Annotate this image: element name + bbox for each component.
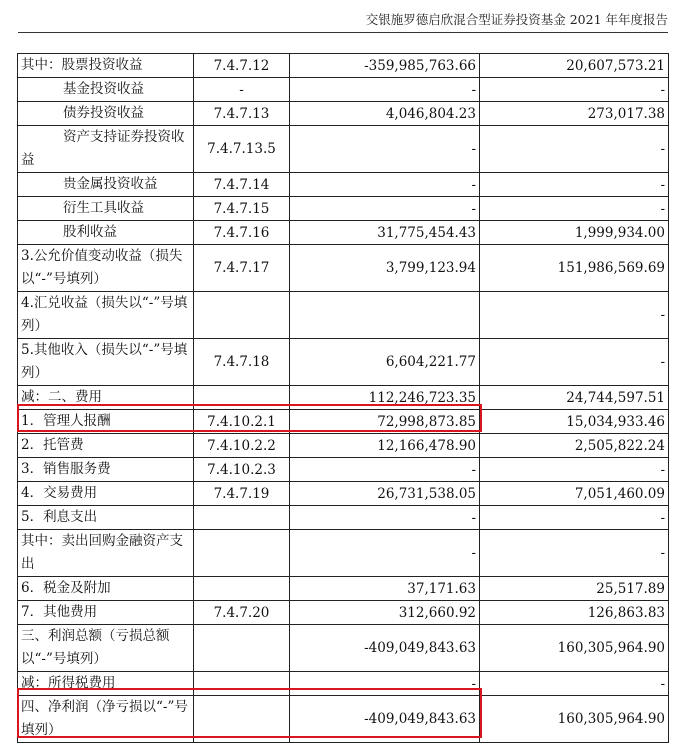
row-current-value: 37,171.63 [290,577,480,601]
row-previous-value: 126,863.83 [480,601,669,625]
table-row [18,54,669,78]
row-note-ref: 7.4.7.19 [194,482,290,506]
row-item-label: 减：所得税费用 [18,672,194,696]
row-item-label: 7．其他费用 [18,601,194,625]
row-current-value: - [290,173,480,197]
table-row [18,221,669,245]
row-item-label: 三、利润总额（亏损总额以“-”号填列） [18,625,194,672]
row-previous-value: 20,607,573.21 [480,54,669,78]
row-current-value: 72,998,873.85 [290,410,480,434]
row-note-ref [194,672,290,696]
table-row [18,339,669,386]
row-current-value: 26,731,538.05 [290,482,480,506]
row-current-value: -409,049,843.63 [290,696,480,743]
row-previous-value: 24,744,597.51 [480,386,669,410]
table-row [18,434,669,458]
row-current-value: - [290,78,480,102]
row-item-label: 3．销售服务费 [18,458,194,482]
row-current-value: - [290,458,480,482]
income-statement-table [17,53,669,743]
row-note-ref: 7.4.7.14 [194,173,290,197]
row-current-value: 31,775,454.43 [290,221,480,245]
row-current-value: - [290,530,480,577]
row-current-value: - [290,672,480,696]
row-note-ref: 7.4.7.20 [194,601,290,625]
row-current-value: - [290,197,480,221]
row-current-value: - [290,506,480,530]
row-item-label: 资产支持证券投资收益 [18,126,194,173]
row-item-label: 其中：股票投资收益 [18,54,194,78]
table-row [18,102,669,126]
row-current-value: 3,799,123.94 [290,245,480,292]
row-note-ref: 7.4.10.2.1 [194,410,290,434]
row-previous-value: - [480,672,669,696]
row-current-value: -359,985,763.66 [290,54,480,78]
table-row [18,126,669,173]
table-row [18,506,669,530]
header-rule [18,32,668,33]
row-current-value: 12,166,478.90 [290,434,480,458]
row-note-ref: 7.4.7.15 [194,197,290,221]
row-previous-value: 273,017.38 [480,102,669,126]
row-previous-value: - [480,506,669,530]
row-note-ref [194,577,290,601]
row-previous-value: - [480,292,669,339]
table-row [18,458,669,482]
row-previous-value: - [480,126,669,173]
row-note-ref: - [194,78,290,102]
row-current-value: 312,660.92 [290,601,480,625]
row-previous-value: 160,305,964.90 [480,696,669,743]
row-item-label: 4.汇兑收益（损失以“-”号填列） [18,292,194,339]
row-previous-value: - [480,197,669,221]
table-row [18,386,669,410]
row-note-ref [194,386,290,410]
row-item-label: 1．管理人报酬 [18,410,194,434]
row-current-value: 4,046,804.23 [290,102,480,126]
row-current-value: - [290,126,480,173]
row-item-label: 2．托管费 [18,434,194,458]
row-previous-value: - [480,173,669,197]
row-note-ref [194,506,290,530]
row-current-value: -409,049,843.63 [290,625,480,672]
row-note-ref: 7.4.10.2.2 [194,434,290,458]
table-row [18,292,669,339]
row-item-label: 3.公允价值变动收益（损失以“-”号填列） [18,245,194,292]
row-note-ref: 7.4.7.13.5 [194,126,290,173]
row-item-label: 基金投资收益 [18,78,194,102]
table-row [18,577,669,601]
row-previous-value: 15,034,933.46 [480,410,669,434]
table-row [18,696,669,743]
table-row [18,530,669,577]
row-item-label: 5.其他收入（损失以“-”号填列） [18,339,194,386]
row-note-ref: 7.4.7.13 [194,102,290,126]
row-note-ref: 7.4.7.16 [194,221,290,245]
table-row [18,173,669,197]
table-row [18,78,669,102]
table-row [18,625,669,672]
row-item-label: 5．利息支出 [18,506,194,530]
row-note-ref: 7.4.7.18 [194,339,290,386]
row-item-label: 其中：卖出回购金融资产支出 [18,530,194,577]
table-row [18,245,669,292]
row-note-ref: 7.4.7.17 [194,245,290,292]
row-item-label: 债券投资收益 [18,102,194,126]
row-note-ref [194,530,290,577]
row-item-label: 衍生工具收益 [18,197,194,221]
row-previous-value: 25,517.89 [480,577,669,601]
row-note-ref: 7.4.10.2.3 [194,458,290,482]
table-row [18,197,669,221]
report-header-title: 交银施罗德启欣混合型证券投资基金 2021 年年度报告 [365,12,668,27]
row-item-label: 贵金属投资收益 [18,173,194,197]
row-item-label: 6．税金及附加 [18,577,194,601]
table-row [18,601,669,625]
row-current-value: 112,246,723.35 [290,386,480,410]
table-row [18,410,669,434]
row-item-label: 4．交易费用 [18,482,194,506]
row-item-label: 四、净利润（净亏损以“-”号填列） [18,696,194,743]
row-current-value [290,292,480,339]
row-previous-value: 151,986,569.69 [480,245,669,292]
row-previous-value: - [480,339,669,386]
row-previous-value: - [480,78,669,102]
row-item-label: 减：二、费用 [18,386,194,410]
table-row [18,482,669,506]
row-note-ref [194,625,290,672]
row-previous-value: 7,051,460.09 [480,482,669,506]
row-note-ref: 7.4.7.12 [194,54,290,78]
row-note-ref [194,292,290,339]
row-previous-value: - [480,530,669,577]
row-previous-value: 2,505,822.24 [480,434,669,458]
row-previous-value: - [480,458,669,482]
table-row [18,672,669,696]
row-current-value: 6,604,221.77 [290,339,480,386]
row-note-ref [194,696,290,743]
row-previous-value: 1,999,934.00 [480,221,669,245]
row-previous-value: 160,305,964.90 [480,625,669,672]
row-item-label: 股利收益 [18,221,194,245]
